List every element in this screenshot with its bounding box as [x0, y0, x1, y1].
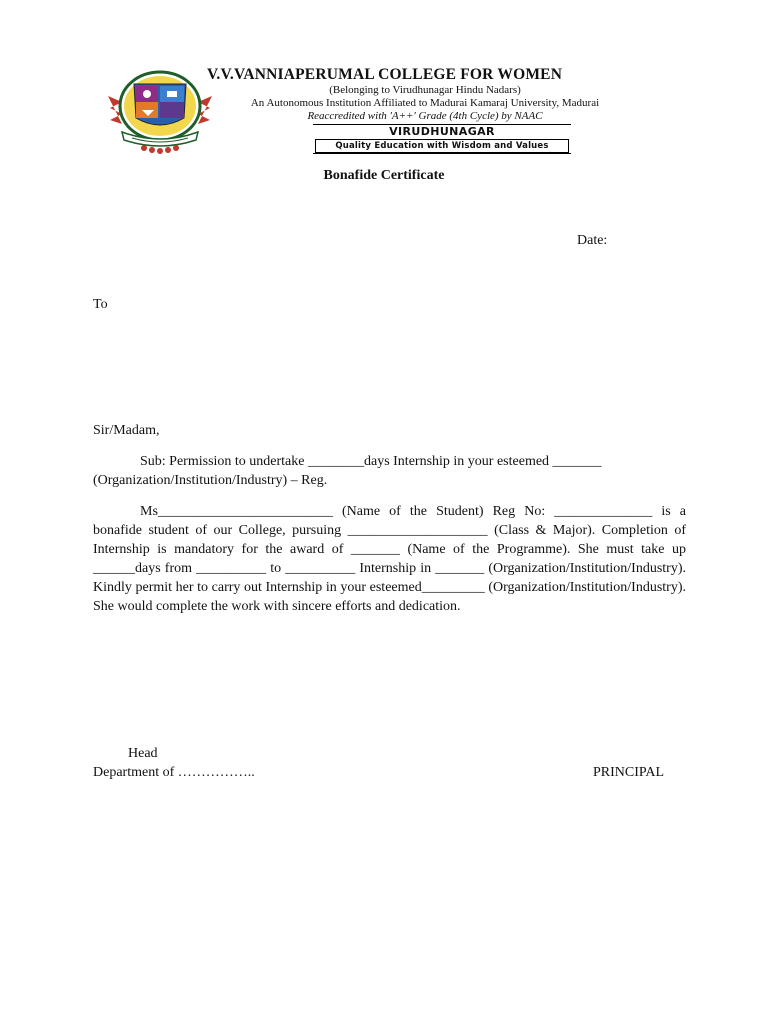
college-affiliation: An Autonomous Institution Affiliated to Madurai Kamaraj University, Madurai [250, 97, 600, 109]
college-name: V.V.VANNIAPERUMAL COLLEGE FOR WOMEN [207, 66, 563, 83]
addressee-to: To [93, 297, 108, 312]
city-block [313, 124, 571, 139]
principal-signature-label: PRINCIPAL [593, 765, 665, 780]
letterhead-text [205, 66, 665, 123]
college-motto: Quality Education with Wisdom and Values [315, 139, 569, 153]
salutation: Sir/Madam, [93, 423, 160, 438]
date-label: Date: [577, 233, 608, 248]
college-reaccreditation: Reaccredited with 'A++' Grade (4th Cycle) by NAAC [307, 110, 543, 122]
subject-line: Sub: Permission to undertake ________days Internship in your esteemed _______ (Organization/Institution/Industry) – Reg. [93, 454, 602, 488]
college-belonging: (Belonging to Virudhunagar Hindu Nadars) [329, 84, 521, 96]
motto-under-rule [313, 153, 571, 154]
department-signature-label: Department of …………….. [93, 765, 255, 780]
head-signature-label: Head [128, 746, 158, 761]
document-title: Bonafide Certificate [323, 168, 445, 183]
college-city: VIRUDHUNAGAR [389, 125, 495, 138]
body-paragraph: Ms_________________________ (Name of the Student) Reg No: ______________ is a bonafide student of our College, pursuing ____________________ (Class & Major). Completion of Internship is mandatory for the award of _______ (Name of the Programme). She must take up ______days from __________ to __________ Internship in _______ (Organization/Institution/Industry). Kindly permit her to carry out Internship in your esteemed_________ (Organization/Institution/Industry). She would complete the work with sincere efforts and dedication. [93, 504, 686, 614]
